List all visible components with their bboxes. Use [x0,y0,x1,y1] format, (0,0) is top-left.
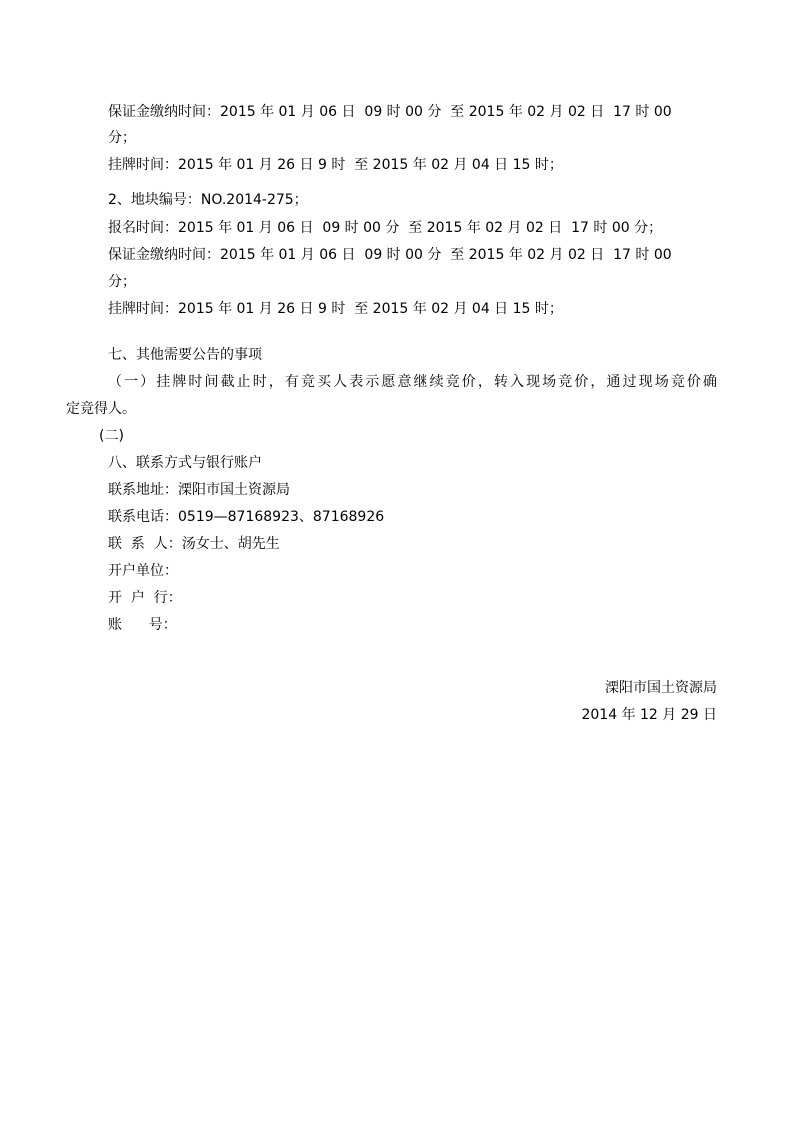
item1-listing-time: 挂牌时间：2015 年 01 月 26 日 9 时 至 2015 年 02 月 04 日 15 时； [108,157,563,173]
contact-person: 联 系 人：汤女士、胡先生 [108,536,280,552]
item2-registration-time: 报名时间：2015 年 01 月 06 日 09 时 00 分 至 2015 年 02 月 02 日 17 时 00 分； [108,220,663,236]
item2-parcel-number: 2、地块编号：NO.2014-275； [108,192,308,208]
item2-listing-time: 挂牌时间：2015 年 01 月 26 日 9 时 至 2015 年 02 月 04 日 15 时； [108,301,563,317]
account-number: 账 号： [108,617,177,633]
item2-deposit-time-cont: 分； [108,274,136,290]
contact-phone: 联系电话：0519—87168923、87168926 [108,509,385,525]
section7-para1-cont: 定竞得人。 [66,401,136,417]
signature-org: 溧阳市国土资源局 [605,680,717,696]
section8-heading: 八、联系方式与银行账户 [108,455,262,471]
account-unit: 开户单位： [108,563,178,579]
item1-deposit-time: 保证金缴纳时间：2015 年 01 月 06 日 09 时 00 分 至 2015 年 02 月 02 日 17 时 00 [108,104,672,120]
section7-para2: (二) [99,428,124,444]
bank-name: 开 户 行： [108,590,182,606]
item1-deposit-time-cont: 分； [108,130,136,146]
section7-heading: 七、其他需要公告的事项 [108,347,262,363]
signature-date: 2014 年 12 月 29 日 [581,707,717,723]
section7-para1: （一）挂牌时间截止时，有竞买人表示愿意继续竞价，转入现场竞价，通过现场竞价确 [108,374,717,390]
item2-deposit-time: 保证金缴纳时间：2015 年 01 月 06 日 09 时 00 分 至 2015 年 02 月 02 日 17 时 00 [108,247,672,263]
contact-address: 联系地址：溧阳市国土资源局 [108,482,290,498]
